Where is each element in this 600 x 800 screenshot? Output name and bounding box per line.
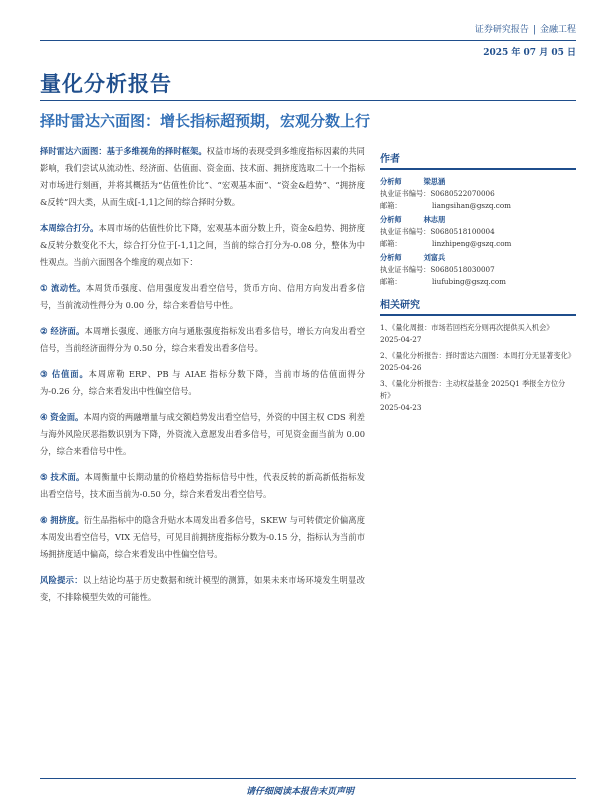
footer-divider (40, 778, 576, 779)
paragraph-valuation: ③ 估值面。本周席勒 ERP、PB 与 AIAE 指标分数下降，当前市场的估值面得分为-0.26 分，综合来看发出中性偏空信号。 (40, 369, 365, 396)
author-block: 分析师 梁思涵 执业证书编号：S0680522070006 邮箱： liangsihan@gszq.com (380, 177, 511, 210)
sidebar (380, 150, 576, 418)
paragraph-weekly-score: 本周综合打分。本周市场的估值性价比下降，宏观基本面分数上升，资金&趋势、拥挤度&反转分数变化不大，综合打分位于[-1,1]之间，当前的综合打分为-0.08 分，整体为中性观点。当前六面图各个维度的观点如下： (40, 223, 365, 267)
report-type: 量化分析报告 (40, 71, 172, 96)
related-heading: 相关研究 (380, 296, 576, 316)
paragraph-funds: ④ 资金面。本周内资的两融增量与成交额趋势发出看空信号，外资的中国主权 CDS 利差与海外风险厌恶指数识别为下降，外资流入意愿发出看多信号，可见资金面当前为 0.00 分，综合来看信号中性。 (40, 412, 365, 456)
report-date: 2025 年 07 月 05 日 (483, 48, 576, 58)
related-item[interactable]: 2、《量化分析报告：择时雷达六面图：本周打分无显著变化》 2025-04-26 (380, 351, 576, 372)
title-divider (40, 100, 576, 101)
paragraph-risk: 风险提示：以上结论均基于历史数据和统计模型的测算，如果未来市场环境发生明显改变，不排除模型失效的可能性。 (40, 575, 365, 602)
header-divider (40, 40, 576, 41)
paragraph-technical: ⑤ 技术面。本周衡量中长期动量的价格趋势指标信号中性，代表反转的新高新低指标发出看空信号，技术面当前为-0.50 分，综合来看发出看空信号。 (40, 472, 365, 499)
category-text: 证券研究报告 (474, 25, 529, 35)
author-block: 分析师 林志朋 执业证书编号：S0680518100004 邮箱： linzhipeng@gszq.com (380, 215, 512, 248)
authors-heading: 作者 (380, 150, 576, 170)
author-block: 分析师 刘富兵 执业证书编号：S0680518030007 邮箱： liufubing@gszq.com (380, 253, 506, 286)
author-email[interactable]: linzhipeng@gszq.com (432, 239, 512, 248)
author-email[interactable]: liufubing@gszq.com (432, 277, 506, 286)
paragraph-economy: ② 经济面。本周增长强度、通胀方向与通胀强度指标发出看多信号，增长方向发出看空信号，当前经济面得分为 0.50 分，综合来看发出看多信号。 (40, 326, 365, 353)
footer (0, 778, 600, 800)
paragraph-liquidity: ① 流动性。本周货币强度、信用强度发出看空信号，货币方向、信用方向发出看多信号，当前流动性得分为 0.00 分，综合来看信号中性。 (40, 283, 365, 310)
page-title: 择时雷达六面图：增长指标超预期，宏观分数上行 (40, 112, 371, 130)
related-item[interactable]: 1、《量化周报：市场若回档充分则再次提供买入机会》 2025-04-27 (380, 323, 554, 344)
paragraph-crowding: ⑥ 拥挤度。衍生品指标中的隐含升贴水本周发出看多信号，SKEW 与可转债定价偏离度本周发出看空信号，VIX 无信号，可见目前拥挤度指标分数为-0.15 分，指标认为当前市场拥挤度适中偏高，综合来看发出中性偏空信号。 (40, 515, 365, 559)
header-category: 证券研究报告 | 金融工程 (474, 25, 576, 35)
paragraph-intro: 择时雷达六面图：基于多维视角的择时框架。权益市场的表现受到多维度指标因素的共同影响，我们尝试从流动性、经济面、估值面、资金面、技术面、拥挤度选取二十一个指标对市场进行刻画，并将其概括为“估值性价比”、“宏观基本面”、“资金&趋势”、“拥挤度&反转”四大类，从而生成[-1,1]之间的综合择时分数。 (40, 146, 365, 207)
report-body (40, 143, 365, 615)
author-email[interactable]: liangsihan@gszq.com (432, 201, 511, 210)
related-item[interactable]: 3、《量化分析报告：主动权益基金 2025Q1 季报全方位分析》 2025-04-23 (380, 379, 566, 412)
sub-category-text: 金融工程 (539, 25, 576, 35)
footer-disclaimer: 请仔细阅读本报告末页声明 (245, 787, 354, 797)
